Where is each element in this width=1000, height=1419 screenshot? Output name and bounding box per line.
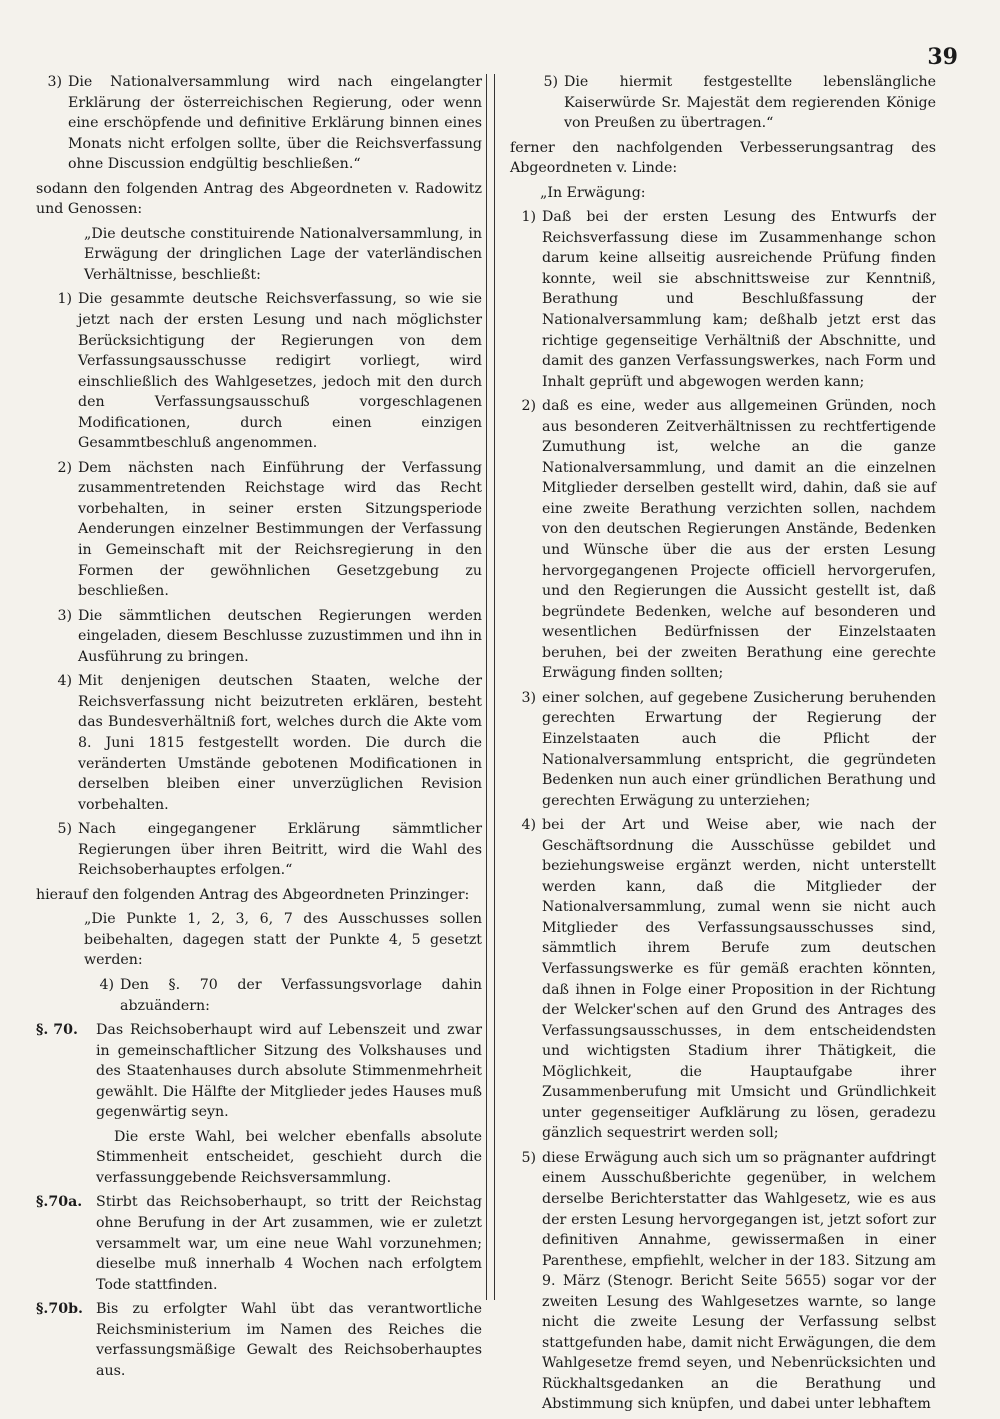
page-number: 39	[927, 44, 958, 70]
item-number: 3)	[57, 607, 72, 624]
paragraph-number: §.70a.	[36, 1194, 83, 1211]
item-text: Die sämmtlichen deutschen Regierungen werden eingeladen, diesem Beschlusse zuzustimmen und ihn in Ausführung zu bringen.	[78, 607, 482, 665]
paragraph-70b	[36, 1299, 482, 1381]
right-column	[510, 72, 936, 1419]
linde-item-3	[510, 688, 936, 811]
item-text: Mit denjenigen deutschen Staaten, welche der Reichsverfassung nicht beizutreten erklären, besteht das Bundesverhältniß fort, welches durch die Akte vom 8. Juni 1815 festgestellt worden. Die durch die veränderten Umstände gebotenen Modificationen in derselben bleiben einer unverzüglichen Revision vorbehalten.	[78, 673, 482, 813]
paragraph-70-continuation: Die erste Wahl, bei welcher ebenfalls absolute Stimmenheit entscheidet, geschieht durch die verfassunggebende Reichsversammlung.	[96, 1128, 482, 1186]
radowitz-intro: sodann den folgenden Antrag des Abgeordneten v. Radowitz und Genossen:	[36, 180, 482, 218]
linde-intro: ferner den nachfolgenden Verbesserungsantrag des Abgeordneten v. Linde:	[510, 139, 936, 177]
item-number: 1)	[521, 209, 536, 226]
item-number: 1)	[57, 291, 72, 308]
item-number: 5)	[521, 1149, 536, 1166]
radowitz-quote: „Die deutsche constituirende Nationalversammlung, in Erwägung der dringlichen Lage der vaterländischen Verhältnisse, beschließt:	[84, 225, 482, 283]
item-text: Die Nationalversammlung wird nach eingelangter Erklärung der österreichischen Regierung, oder wenn eine erschöpfende und definitive Erklärung binnen eines Monats nicht erfolgen sollte, über die Reichsverfassung ohne Discussion endgültig beschließen.“	[68, 74, 482, 173]
item-number: 4)	[521, 817, 536, 834]
radowitz-item-5	[36, 819, 482, 881]
paragraph-text: Das Reichsoberhaupt wird auf Lebenszeit und zwar in gemeinschaftlicher Sitzung des Volkshauses und des Staatenhauses durch absolute Stimmenmehrheit gewählt. Die Hälfte der Mitglieder jedes Hauses muß gegenwärtig seyn.	[96, 1022, 482, 1121]
radowitz-item-4	[36, 671, 482, 815]
item-number: 5)	[57, 821, 72, 838]
linde-item-2	[510, 396, 936, 684]
paragraph-text: Stirbt das Reichsoberhaupt, so tritt der Reichstag ohne Berufung in der Art zusammen, wie er zuletzt versammelt war, um eine neue Wahl vorzunehmen; dieselbe muß innerhalb 4 Wochen nach erfolgtem Tode stattfinden.	[96, 1194, 482, 1293]
item-text: diese Erwägung auch sich um so prägnanter aufdringt einem Ausschußberichte gegenüber, in welchem derselbe Berichterstatter das Wahlgesetz, wie es aus der ersten Lesung hervorgegangen ist, jetzt sofort zur definitiven Annahme, gewissermaßen in einer Parenthese, empfiehlt, welcher in der 183. Sitzung am 9. März (Stenogr. Bericht Seite 5655) sogar vor der zweiten Lesung des Wahlgesetzes warnte, so lange nicht die zweite Lesung der Verfassung selbst stattgefunden habe, damit nicht Erwägungen, die dem Wahlgesetze fremd seyen, und Nebenrücksichten und Rückhaltsgedanken an die Berathung und Abstimmung sich knüpfen, und dabei unter lebhaftem	[542, 1149, 936, 1413]
item-text: einer solchen, auf gegebene Zusicherung beruhenden gerechten Erwartung der Regierung der Einzelstaaten auch die Pflicht der Nationalversammlung entspricht, die gegründeten Bedenken nun auch einer gründlichen Berathung und gerechten Erwägung zu unterziehen;	[542, 689, 936, 809]
prinzinger-quote: „Die Punkte 1, 2, 3, 6, 7 des Ausschusses sollen beibehalten, dagegen statt der Punkte 4, 5 gesetzt werden:	[84, 911, 482, 969]
linde-item-1	[510, 207, 936, 392]
paragraph-70	[36, 1020, 482, 1123]
radowitz-item-2	[36, 458, 482, 602]
item-text: Daß bei der ersten Lesung des Entwurfs der Reichsverfassung diese im Zusammenhange schon darum keine allseitig ausreichende Prüfung finden konnte, weil sie abschnittsweise zur Kenntniß, Berathung und Beschlußfassung der Nationalversammlung kam; deßhalb jetzt erst das richtige gegenseitige Verhältniß der Abschnitte, und damit des ganzen Verfassungswerkes, nach Form und Inhalt geprüft und abgewogen werden kann;	[542, 209, 936, 390]
schneer-item-3	[36, 72, 482, 175]
item-number: 3)	[521, 689, 536, 706]
item-text: Den §. 70 der Verfassungsvorlage dahin abzuändern:	[120, 976, 482, 1014]
paragraph-number: §. 70.	[36, 1022, 78, 1039]
item-number: 5)	[543, 74, 558, 90]
left-column	[36, 72, 482, 1385]
prinzinger-item-4	[36, 975, 482, 1016]
prinzinger-intro: hierauf den folgenden Antrag des Abgeordneten Prinzinger:	[36, 886, 470, 903]
item-number: 3)	[47, 74, 62, 90]
radowitz-item-1	[36, 289, 482, 453]
paragraph-text: Bis zu erfolgter Wahl übt das verantwortliche Reichsministerium im Namen des Reiches die verfassungsmäßige Gewalt des Reichsoberhauptes aus.	[96, 1301, 482, 1379]
radowitz-item-3	[36, 606, 482, 668]
item-text: Die gesammte deutsche Reichsverfassung, so wie sie jetzt nach der ersten Lesung und nach möglichster Berücksichtigung der Regierungen von dem Verfassungsausschusse redigirt vorliegt, wird einschließlich des Wahlgesetzes, jedoch mit den durch den Verfassungsausschuß vorgeschlagenen Modificationen, durch einen einzigen Gesammtbeschluß angenommen.	[78, 291, 482, 452]
item-text: Die hiermit festgestellte lebenslängliche Kaiserwürde Sr. Majestät dem regierenden Könige von Preußen zu übertragen.“	[564, 74, 936, 132]
item-number: 2)	[521, 398, 536, 415]
item-number: 4)	[99, 976, 114, 993]
item-text: daß es eine, weder aus allgemeinen Gründen, noch aus besonderen Zeitverhältnissen zu rechtfertigende Zumuthung ist, welche an die ganze Nationalversammlung, und damit an die einzelnen Mitglieder derselben gestellt wird, dahin, daß sie auf eine zweite Berathung verzichten sollen, nachdem von den deutschen Regierungen Anstände, Bedenken und Wünsche über die aus der ersten Lesung hervorgegangenen Projecte officiell hervorgerufen, und den Regierungen die Aussicht gestellt ist, daß begründete Bedenken, welche auf besonderen und wesentlichen Bedürfnissen der Einzelstaaten beruhen, bei der zweiten Berathung eine gerechte Erwägung finden sollten;	[542, 398, 936, 682]
kaiser-item-5	[510, 72, 936, 134]
linde-quote: „In Erwägung:	[540, 184, 646, 201]
paragraph-70a	[36, 1192, 482, 1295]
item-number: 2)	[57, 459, 72, 476]
column-divider	[486, 74, 495, 1300]
linde-item-4	[510, 815, 936, 1144]
item-text: Nach eingegangener Erklärung sämmtlicher Regierungen über ihren Beitritt, wird die Wahl des Reichsoberhauptes erfolgen.“	[78, 821, 482, 879]
item-number: 4)	[57, 673, 72, 690]
paragraph-number: §.70b.	[36, 1301, 83, 1318]
linde-item-5	[510, 1148, 936, 1415]
item-text: bei der Art und Weise aber, wie nach der Geschäftsordnung die Ausschüsse gebildet und beziehungsweise ergänzt werden, nicht unterstellt werden kann, daß die Mitglieder der Nationalversammlung, zumal wenn sie nicht auch Mitglieder des Verfassungsausschusses sind, sämmtlich ihrem Berufe zum deutschen Verfassungswerke es für gemäß erachten könnten, daß ihnen in Folge einer Proposition in der Richtung der Welcker'schen auf den Grund des Antrages des Verfassungsausschusses, in dem entscheidendsten und wichtigsten Stadium ihrer Thätigkeit, die Möglichkeit, die Hauptaufgabe ihrer Zusammenberufung mit Umsicht und Gründlichkeit unter gegenseitiger Aufklärung zu lösen, geradezu gänzlich sequestrirt werden soll;	[542, 817, 936, 1142]
item-text: Dem nächsten nach Einführung der Verfassung zusammentretenden Reichstage wird das Recht vorbehalten, in seiner ersten Sitzungsperiode Aenderungen einzelner Bestimmungen der Verfassung in Gemeinschaft mit der Reichsregierung in den Formen der gewöhnlichen Gesetzgebung zu beschließen.	[78, 459, 482, 600]
